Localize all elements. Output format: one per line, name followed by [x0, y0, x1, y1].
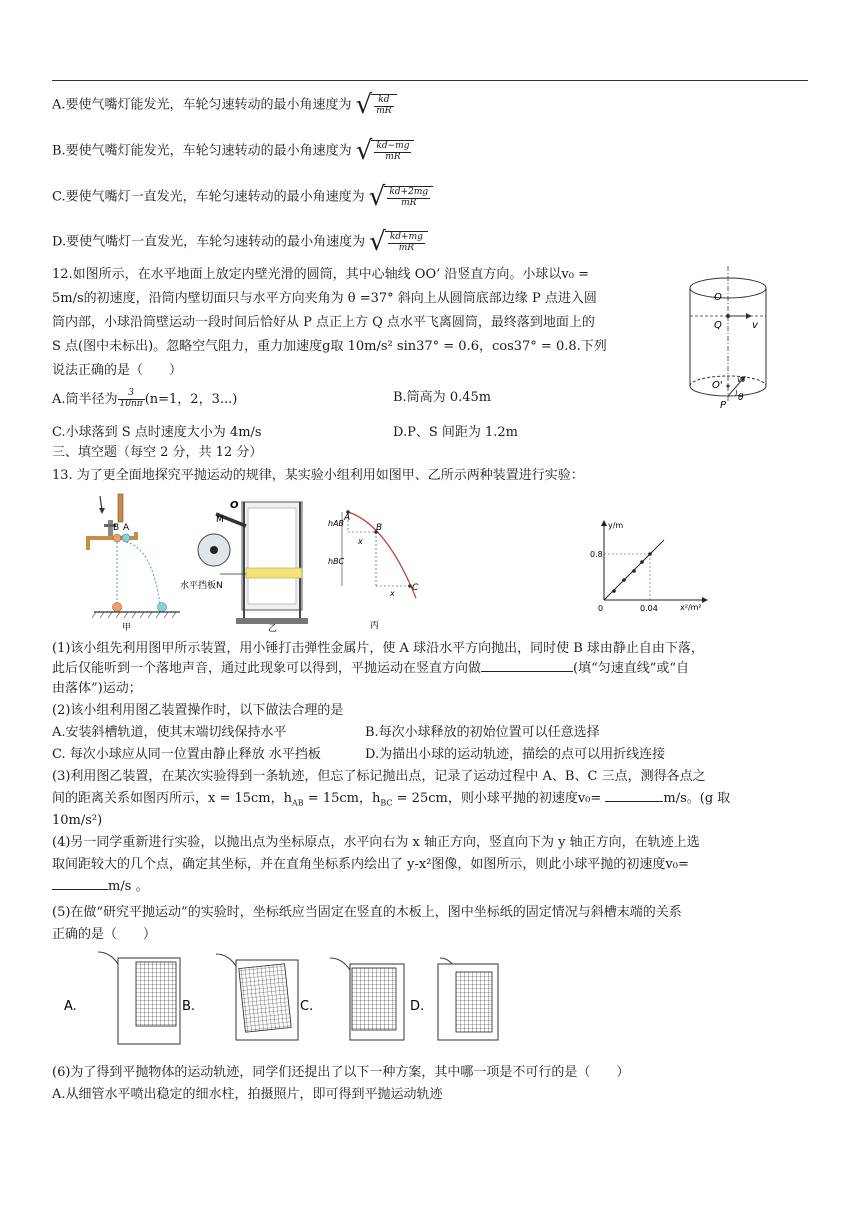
q12-option-a: A.筒半径为 $\frac{3}{10n\pi}$ (n=1，2，3...)	[52, 388, 238, 409]
sqrt-expression: √ $\frac{kd+2mg}{mR}$	[369, 184, 433, 210]
q13-part5-line1: (5)在做“研究平抛运动”的实验时，坐标纸应当固定在竖直的木板上，图中坐标纸的固定情况与斜槽末端的关系	[52, 905, 682, 920]
label-v0: v₀	[737, 375, 745, 384]
q13-part1-line3: 由落体”)运动；	[52, 681, 142, 696]
q11-option-d: D.要使气嘴灯一直发光，车轮匀速转动的最小角速度为 √ $\frac{kd+mg}{mR}$	[52, 229, 428, 255]
coordinate-paper-options	[60, 948, 530, 1048]
q13-part3-line3: 10m/s²)	[52, 813, 103, 828]
figure-yi-apparatus	[176, 494, 324, 632]
q12-line2: 5m/s的初速度，沿筒内壁切面只与水平方向夹角为 θ =37° 斜向上从圆筒底部边缘 P 点进入圆	[52, 291, 597, 306]
label-v: v	[752, 320, 758, 331]
caption-jia: 甲	[122, 623, 132, 632]
label-b: B	[113, 523, 120, 533]
q13-part2-option-d: D.为描出小球的运动轨迹，描绘的点可以用折线连接	[365, 747, 666, 762]
label-theta: θ	[738, 393, 744, 403]
q13-part2-option-c: C. 每次小球应从同一位置由静止释放 水平挡板	[52, 747, 321, 762]
label-p: P	[720, 400, 727, 411]
q13-part1-line2: 此后仅能听到一个落地声音，通过此现象可以得到，平抛运动在竖直方向做 (填“匀速直线”或“自	[52, 661, 690, 676]
sqrt-expression: √ $\frac{kd-mg}{mR}$	[356, 138, 415, 164]
label-o: O	[714, 292, 722, 303]
q12-option-b: B.筒高为 0.45m	[393, 390, 492, 405]
answer-blank[interactable]	[605, 801, 663, 802]
q13-part6-option-a: A.从细管水平喷出稳定的细水柱，拍摄照片，即可得到平抛运动轨迹	[52, 1087, 443, 1102]
q11-option-a: A.要使气嘴灯能发光，车轮匀速转动的最小角速度为 √ $\frac{kd}{mR}$	[52, 92, 397, 118]
y-x2-graph	[590, 518, 710, 614]
label-x1: x	[358, 537, 363, 546]
q13-part2: (2)该小组利用图乙装置操作时，以下做法合理的是	[52, 703, 344, 718]
q13-part3-line1: (3)利用图乙装置，在某次实验得到一条轨迹，但忘了标记抛出点，记录了运动过程中 A、B、C 三点，测得各点之	[52, 769, 706, 784]
label-a: A	[123, 523, 130, 533]
graph-x-label: x²/m²	[680, 603, 702, 612]
label-a: A	[344, 513, 351, 523]
answer-blank[interactable]	[481, 671, 573, 672]
q12-line4: S 点(图中未标出)。忽略空气阻力，重力加速度g取 10m/s² sin37° = 0.6，cos37° = 0.8.下列	[52, 339, 607, 354]
q12-line1: 12.如图所示，在水平地面上放定内壁光滑的圆筒，其中心轴线 OO’ 沿竖直方向。小球以v₀ =	[52, 267, 589, 282]
q13-part3-line2: 间的距离关系如图丙所示，x = 15cm，$h_{AB} = 15cm$，$h_{BC} = 25cm$，则小球平抛的初速度v₀= m/s。(g 取	[52, 791, 731, 808]
label-hab: hAB	[328, 519, 345, 528]
figure-jia-apparatus	[80, 492, 180, 632]
label-o: O	[230, 500, 239, 511]
option-c-label: C.	[300, 999, 314, 1014]
option-a-label: A.	[64, 999, 77, 1014]
cylinder-figure	[680, 262, 780, 426]
label-b: B	[376, 523, 383, 533]
graph-y-tick: 0.8	[590, 550, 603, 559]
q13-part4-line2: 取间距较大的几个点，确定其坐标，并在直角坐标系内绘出了 y-x²图像，如图所示，则此小球平抛的初速度v₀=	[52, 857, 689, 872]
section-title-fill-blank: 三、填空题（每空 2 分，共 12 分）	[52, 445, 263, 460]
label-m: M	[216, 515, 224, 525]
option-d-label: D.	[410, 999, 425, 1014]
q13-part6: (6)为了得到平抛物体的运动轨迹，同学们还提出了以下一种方案，其中哪一项是不可行的是（ ）	[52, 1065, 630, 1080]
figure-bing-trajectory	[326, 506, 426, 632]
label-hbc: hBC	[328, 557, 345, 566]
q13-part4-line3: m/s 。	[52, 878, 149, 896]
sqrt-expression: √ $\frac{kd}{mR}$	[356, 92, 397, 118]
caption-yi: 乙	[268, 624, 278, 632]
header-rule	[52, 80, 808, 81]
graph-y-label: y/m	[608, 521, 624, 530]
label-o-prime: O'	[712, 380, 723, 391]
label-x2: x	[390, 589, 395, 598]
q12-option-c: C.小球落到 S 点时速度大小为 4m/s	[52, 425, 262, 440]
caption-bing: 丙	[370, 621, 380, 631]
graph-origin: 0	[598, 604, 604, 613]
q11-option-c: C.要使气嘴灯一直发光，车轮匀速转动的最小角速度为 √ $\frac{kd+2mg}{mR}$	[52, 184, 433, 210]
q13-part2-option-a: A.安装斜槽轨道，使其末端切线保持水平	[52, 725, 287, 740]
answer-blank[interactable]	[52, 889, 108, 890]
q13-part2-option-b: B.每次小球释放的初始位置可以任意选择	[365, 725, 600, 740]
sqrt-expression: √ $\frac{kd+mg}{mR}$	[369, 229, 428, 255]
label-q: Q	[714, 320, 722, 331]
q13-part4-line1: (4)另一同学重新进行实验，以抛出点为坐标原点，水平向右为 x 轴正方向，竖直向下为 y 轴正方向，在轨迹上选	[52, 835, 700, 850]
label-c: C	[412, 583, 419, 593]
q12-line5: 说法正确的是（ ）	[52, 363, 183, 378]
q12-option-d: D.P、S 间距为 1.2m	[393, 425, 519, 440]
q13-part5-line2: 正确的是（ ）	[52, 927, 157, 942]
q12-line3: 筒内部，小球沿筒壁运动一段时间后恰好从 P 点正上方 Q 点水平飞离圆筒，最终落到地面上的	[52, 315, 595, 330]
fraction: $\frac{3}{10n\pi}$	[119, 388, 143, 409]
option-b-label: B.	[182, 999, 196, 1014]
q13-intro: 13. 为了更全面地探究平抛运动的规律，某实验小组利用如图甲、乙所示两种装置进行实验：	[52, 468, 584, 483]
graph-x-tick: 0.04	[640, 604, 658, 613]
q11-option-b: B.要使气嘴灯能发光，车轮匀速转动的最小角速度为 √ $\frac{kd-mg}{mR}$	[52, 138, 414, 164]
q13-part1-line1: (1)该小组先利用图甲所示装置，用小锤打击弹性金属片，使 A 球沿水平方向抛出，同时使 B 球由静止自由下落，	[52, 641, 704, 656]
label-horizontal-board-n: 水平挡板N	[180, 581, 223, 591]
